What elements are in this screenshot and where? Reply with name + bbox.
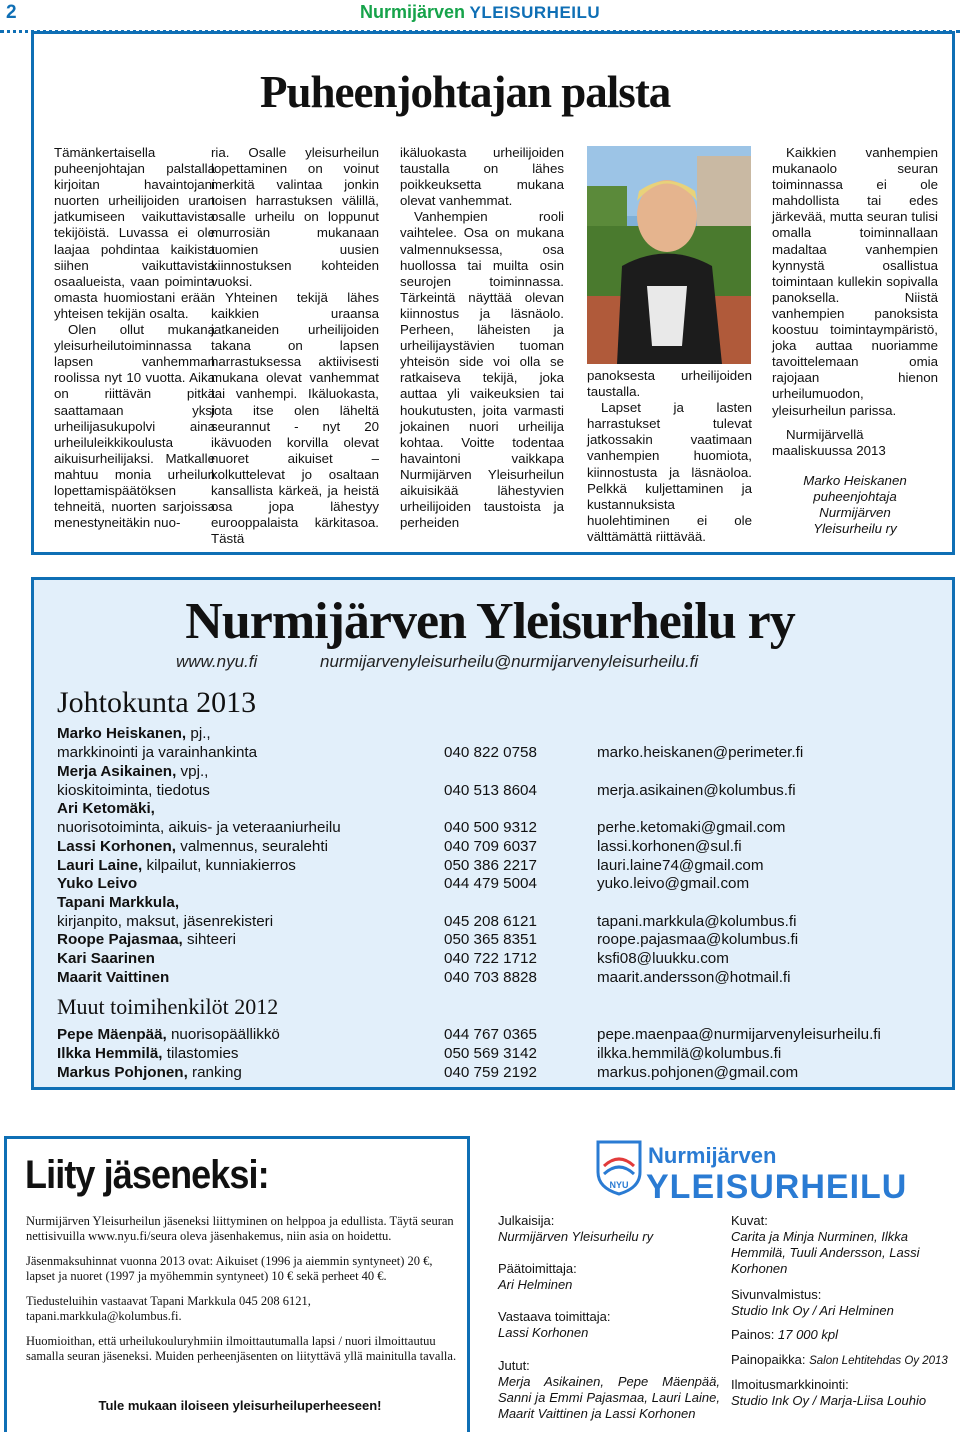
club-website-link[interactable]: www.nyu.fi <box>176 652 258 671</box>
member-role: sihteeri <box>182 931 236 948</box>
official-email[interactable]: markus.pohjonen@gmail.com <box>597 1064 799 1081</box>
article-dateline: Nurmijärvellä maaliskuussa 2013 <box>772 426 886 458</box>
signature <box>772 473 938 537</box>
article-column-5 <box>772 145 938 537</box>
member-phone: 040 822 0758 <box>444 744 537 761</box>
board-title: Johtokunta 2013 <box>57 686 257 719</box>
imprint-label: Painos: <box>731 1327 775 1342</box>
article-paragraph: ikäluokasta urheilijoiden taustalla on lähes poikkeuksetta mukana olevat vanhemmat. <box>400 145 564 209</box>
article-column-3 <box>400 145 564 531</box>
article-column-2 <box>211 145 379 547</box>
imprint-value: Merja Asikainen, Pepe Mäenpää, Sanni ja Emmi Pajasmaa, Lauri Laine, Maarit Vaittinen ja Lassi Korhonen <box>498 1374 720 1421</box>
official-role: ranking <box>187 1064 242 1081</box>
article-paragraph: ria. Osalle yleisurheilun lopettaminen on voinut merkitä valintaa jonkin toisen harrastuksen välillä, osalle urheilu on loppunut murrosiän mukanaan tuomien uusien kiinnostuksen kohteiden vuoksi. <box>211 145 379 289</box>
board-row <box>57 913 937 932</box>
member-role: kioskitoiminta, tiedotus <box>57 782 210 799</box>
board-row <box>57 931 937 950</box>
member-role: valmennus, seuralehti <box>176 838 328 855</box>
svg-text:NYU: NYU <box>609 1180 629 1190</box>
imprint-label: Kuvat: <box>731 1213 768 1228</box>
member-email[interactable]: tapani.markkula@kolumbus.fi <box>597 913 797 930</box>
member-role: markkinointi ja varainhankinta <box>57 744 258 761</box>
imprint-value: Carita ja Minja Nurminen, Ilkka Hemmilä, Tuuli Andersson, Lassi Korhonen <box>731 1229 920 1276</box>
member-email[interactable]: marko.heiskanen@perimeter.fi <box>597 744 804 761</box>
imprint-value: Nurmijärven Yleisurheilu ry <box>498 1229 654 1244</box>
official-name: Markus Pohjonen, <box>57 1064 188 1081</box>
board-row <box>57 819 937 838</box>
signature-club: Nurmijärven <box>819 504 891 520</box>
member-name: Roope Pajasmaa, <box>57 931 183 948</box>
imprint-label: Ilmoitusmarkkinointi: <box>731 1377 849 1392</box>
member-email[interactable]: merja.asikainen@kolumbus.fi <box>597 782 796 799</box>
official-row <box>57 1064 937 1083</box>
club-emblem-icon <box>594 1138 644 1196</box>
masthead <box>360 2 600 23</box>
imprint-item <box>731 1213 955 1277</box>
official-row <box>57 1026 937 1045</box>
masthead-part2: YLEISURHEILU <box>469 3 601 22</box>
masthead-part1: Nurmijärven <box>360 2 466 22</box>
article-paragraph: panoksesta urheilijoiden taustalla. <box>587 368 752 400</box>
imprint-value: Lassi Korhonen <box>498 1325 589 1340</box>
official-name: Ilkka Hemmilä, <box>57 1045 163 1062</box>
member-role: nuorisotoiminta, aikuis- ja veteraaniurheilu <box>57 819 341 836</box>
imprint-label: Päätoimittaja: <box>498 1261 577 1276</box>
board-row <box>57 950 937 969</box>
join-cta: Tule mukaan iloiseen yleisurheiluperheeseen! <box>98 1398 382 1413</box>
official-email[interactable]: ilkka.hemmilä@kolumbus.fi <box>597 1045 782 1062</box>
member-phone: 040 722 1712 <box>444 950 537 967</box>
board-row <box>57 838 937 857</box>
imprint-item <box>498 1261 708 1293</box>
imprint-value: Salon Lehtitehdas Oy 2013 <box>809 1355 948 1367</box>
signature-name: Marko Heiskanen <box>803 472 907 488</box>
official-name: Pepe Mäenpää, <box>57 1026 167 1043</box>
article-paragraph: Kaikkien vanhempien mukanaolo seuran toiminnassa ei ole mahdollista tai edes järkevää, mutta seuran tulisi omalla toiminnallaan madaltaa vanhempien kynnystä osallistua toimintaan kullekin sopivalla panoksella. Niistä vanhempien panoksista koostuu toimintaympäristö, joka auttaa nuoriamme tavoittelemaan omia rajojaan hienon urheilumuodon, yleisurheilun parissa. <box>772 145 938 418</box>
official-role: tilastomies <box>162 1045 239 1062</box>
imprint-value: Ari Helminen <box>498 1277 573 1292</box>
member-phone: 040 513 8604 <box>444 782 537 799</box>
article-paragraph: Lapset ja lasten harrastukset tulevat jatkossakin vaatimaan vanhempien huomiota, kiinnostusta ja läsnäoloa. Pelkkä kuljettaminen ja kustannuksista huolehtiminen ei ole välttämättä riittävää. <box>587 400 752 544</box>
article-paragraph: Tämänkertaisella puheenjohtajan palstalla kirjoitan havaintojani nuorten urheilijoiden uran jatkumiseen vaikuttavista tekijöistä. Luvassa ei ole laajaa pohdintaa kaikista siihen vaikuttavista osaalueista, vaan poiminta omasta huomiostani erään yhteisen tekijän osalta. <box>54 145 215 321</box>
member-name: Lauri Laine, <box>57 857 143 874</box>
other-officials-title: Muut toimihenkilöt 2012 <box>57 994 279 1019</box>
official-phone: 040 759 2192 <box>444 1064 537 1081</box>
article-paragraph: Vanhempien rooli vaihtelee. Osa on mukana valmennuksessa, osa huollossa tai muilta osin seurojen toiminnassa. Tärkeintä näyttää olevan kiinnostus ja läsnäolo. Perheen, läheisten ja urheilijaystävien tuoman yhteisön side voi olla se ratkaiseva tekijä, joka auttaa yli vaikeuksien tai houkutusten, joita varmasti jokainen nuori urheilija kohtaa. Voitte todentaa havaintoni vaikkapa Nurmijärven Yleisurheilun aikuisikää lähestyvien urheilijoiden taustoista ja perheiden <box>400 209 564 531</box>
club-name: Nurmijärven Yleisurheilu ry <box>185 593 795 650</box>
member-email[interactable]: ksfi08@luukku.com <box>597 950 729 967</box>
imprint-item <box>731 1287 955 1319</box>
board-row <box>57 969 937 988</box>
member-email[interactable]: yuko.leivo@gmail.com <box>597 875 750 892</box>
member-name: Ari Ketomäki, <box>57 800 155 817</box>
logo-line2: YLEISURHEILU <box>646 1168 908 1206</box>
member-name: Marko Heiskanen, <box>57 725 187 742</box>
article-column-4 <box>587 368 752 545</box>
board-row <box>57 744 937 763</box>
member-role: vpj., <box>176 763 209 780</box>
imprint-label: Sivunvalmistus: <box>731 1287 822 1302</box>
board-row <box>57 800 937 819</box>
join-paragraph: Jäsenmaksuhinnat vuonna 2013 ovat: Aikuiset (1996 ja aiemmin syntyneet) 20 €, lapset ja nuoret (1997 ja myöhemmin syntyneet) 10 € sekä perheet 40 €. <box>26 1254 433 1283</box>
official-phone: 050 569 3142 <box>444 1045 537 1062</box>
member-phone: 044 479 5004 <box>444 875 537 892</box>
member-email[interactable]: roope.pajasmaa@kolumbus.fi <box>597 931 799 948</box>
official-email[interactable]: pepe.maenpaa@nurmijarvenyleisurheilu.fi <box>597 1026 881 1043</box>
member-name: Yuko Leivo <box>57 875 138 892</box>
imprint-value: 17 000 kpl <box>778 1327 838 1342</box>
club-email-link[interactable]: nurmijarvenyleisurheilu@nurmijarvenyleisurheilu.fi <box>320 652 699 671</box>
imprint-value: Studio Ink Oy / Ari Helminen <box>731 1303 894 1318</box>
join-paragraph: Huomioithan, että urheilukouluryhmiin ilmoittautumalla lapsi / nuori ilmoittautuu samalla seuran jäseneksi. Muiden perheenjäsenten on liityttävä yllä mainitulla tavalla. <box>26 1334 457 1363</box>
article-column-1 <box>54 145 215 531</box>
imprint-label: Jutut: <box>498 1358 530 1373</box>
member-phone: 040 703 8828 <box>444 969 537 986</box>
board-row <box>57 763 937 782</box>
member-role: kirjanpito, maksut, jäsenrekisteri <box>57 913 274 930</box>
imprint-value: Studio Ink Oy / Marja-Liisa Louhio <box>731 1393 927 1408</box>
join-text <box>26 1214 458 1374</box>
member-phone: 040 500 9312 <box>444 819 537 836</box>
member-name: Kari Saarinen <box>57 950 155 967</box>
member-name: Lassi Korhonen, <box>57 838 176 855</box>
column-title: Puheenjohtajan palsta <box>260 67 671 117</box>
member-role: pj., <box>186 725 211 742</box>
official-phone: 044 767 0365 <box>444 1026 537 1043</box>
imprint-item <box>498 1309 708 1341</box>
logo-line1: Nurmijärven <box>648 1143 777 1168</box>
page-number: 2 <box>6 2 17 23</box>
imprint-item <box>731 1377 955 1409</box>
member-name: Merja Asikainen, <box>57 763 177 780</box>
board-row <box>57 875 937 894</box>
chairman-photo <box>587 146 751 364</box>
member-email[interactable]: maarit.andersson@hotmail.fi <box>597 969 791 986</box>
imprint-label: Vastaava toimittaja: <box>498 1309 611 1324</box>
article-paragraph: Olen ollut mukana yleisurheilutoiminnassa lapsen vanhemman roolissa nyt 10 vuotta. Aika on riittävän pitkä saattamaan yksi urheilijasukupolvi aina urheiluleikkikoulusta aikuisurheilijaksi. Matkalle mahtuu monia urheilun lopettamispäätöksen tehneitä, nuorten sarjoissa menestyneitäkin nuo- <box>54 322 215 531</box>
board-row <box>57 782 937 801</box>
signature-title: puheenjohtaja <box>813 488 897 504</box>
join-paragraph: Nurmijärven Yleisurheilun jäseneksi liittyminen on helppoa ja edullista. Täytä seuran nettisivuilla www.nyu.fi/seura oleva jäsenhakemus, niin asia on hoidettu. <box>26 1214 454 1243</box>
imprint-item <box>731 1327 955 1343</box>
imprint-item <box>498 1358 720 1422</box>
member-email[interactable]: lauri.laine74@gmail.com <box>597 857 764 874</box>
member-name: Maarit Vaittinen <box>57 969 170 986</box>
imprint-label: Julkaisija: <box>498 1213 555 1228</box>
imprint-item <box>498 1213 708 1245</box>
imprint-item <box>731 1352 955 1369</box>
member-email[interactable]: lassi.korhonen@sul.fi <box>597 838 742 855</box>
member-phone: 040 709 6037 <box>444 838 537 855</box>
imprint-label: Painopaikka: <box>731 1352 806 1367</box>
member-phone: 045 208 6121 <box>444 913 537 930</box>
member-phone: 050 365 8351 <box>444 931 537 948</box>
board-row <box>57 725 937 744</box>
board-row <box>57 894 937 913</box>
signature-club: Yleisurheilu ry <box>813 521 897 537</box>
member-role: kilpailut, kunniakierros <box>142 857 296 874</box>
member-email[interactable]: perhe.ketomaki@gmail.com <box>597 819 786 836</box>
official-row <box>57 1045 937 1064</box>
join-paragraph: Tiedusteluihin vastaavat Tapani Markkula 045 208 6121, tapani.markkula@kolumbus.fi. <box>26 1294 311 1323</box>
article-paragraph: Yhteinen tekijä lähes kaikkien uraansa jatkaneiden urheilijoiden takana on lapsen harrastuksessa aktiivisesti mukana olevat vanhemmat tai vanhempi. Ikäluokasta, jota itse olen läheltä seurannut - nyt 20 ikävuoden korvilla olevat nuoret aikuiset – kolkuttelevat jo osaltaan kansallista kärkeä, ja heistä osa jopa lähestyy eurooppalaista kärkitasoa. Tästä <box>211 289 379 547</box>
official-role: nuorisopäällikkö <box>166 1026 280 1043</box>
member-phone: 050 386 2217 <box>444 857 537 874</box>
join-title: Liity jäseneksi: <box>25 1153 269 1197</box>
member-name: Tapani Markkula, <box>57 894 180 911</box>
board-row <box>57 857 937 876</box>
